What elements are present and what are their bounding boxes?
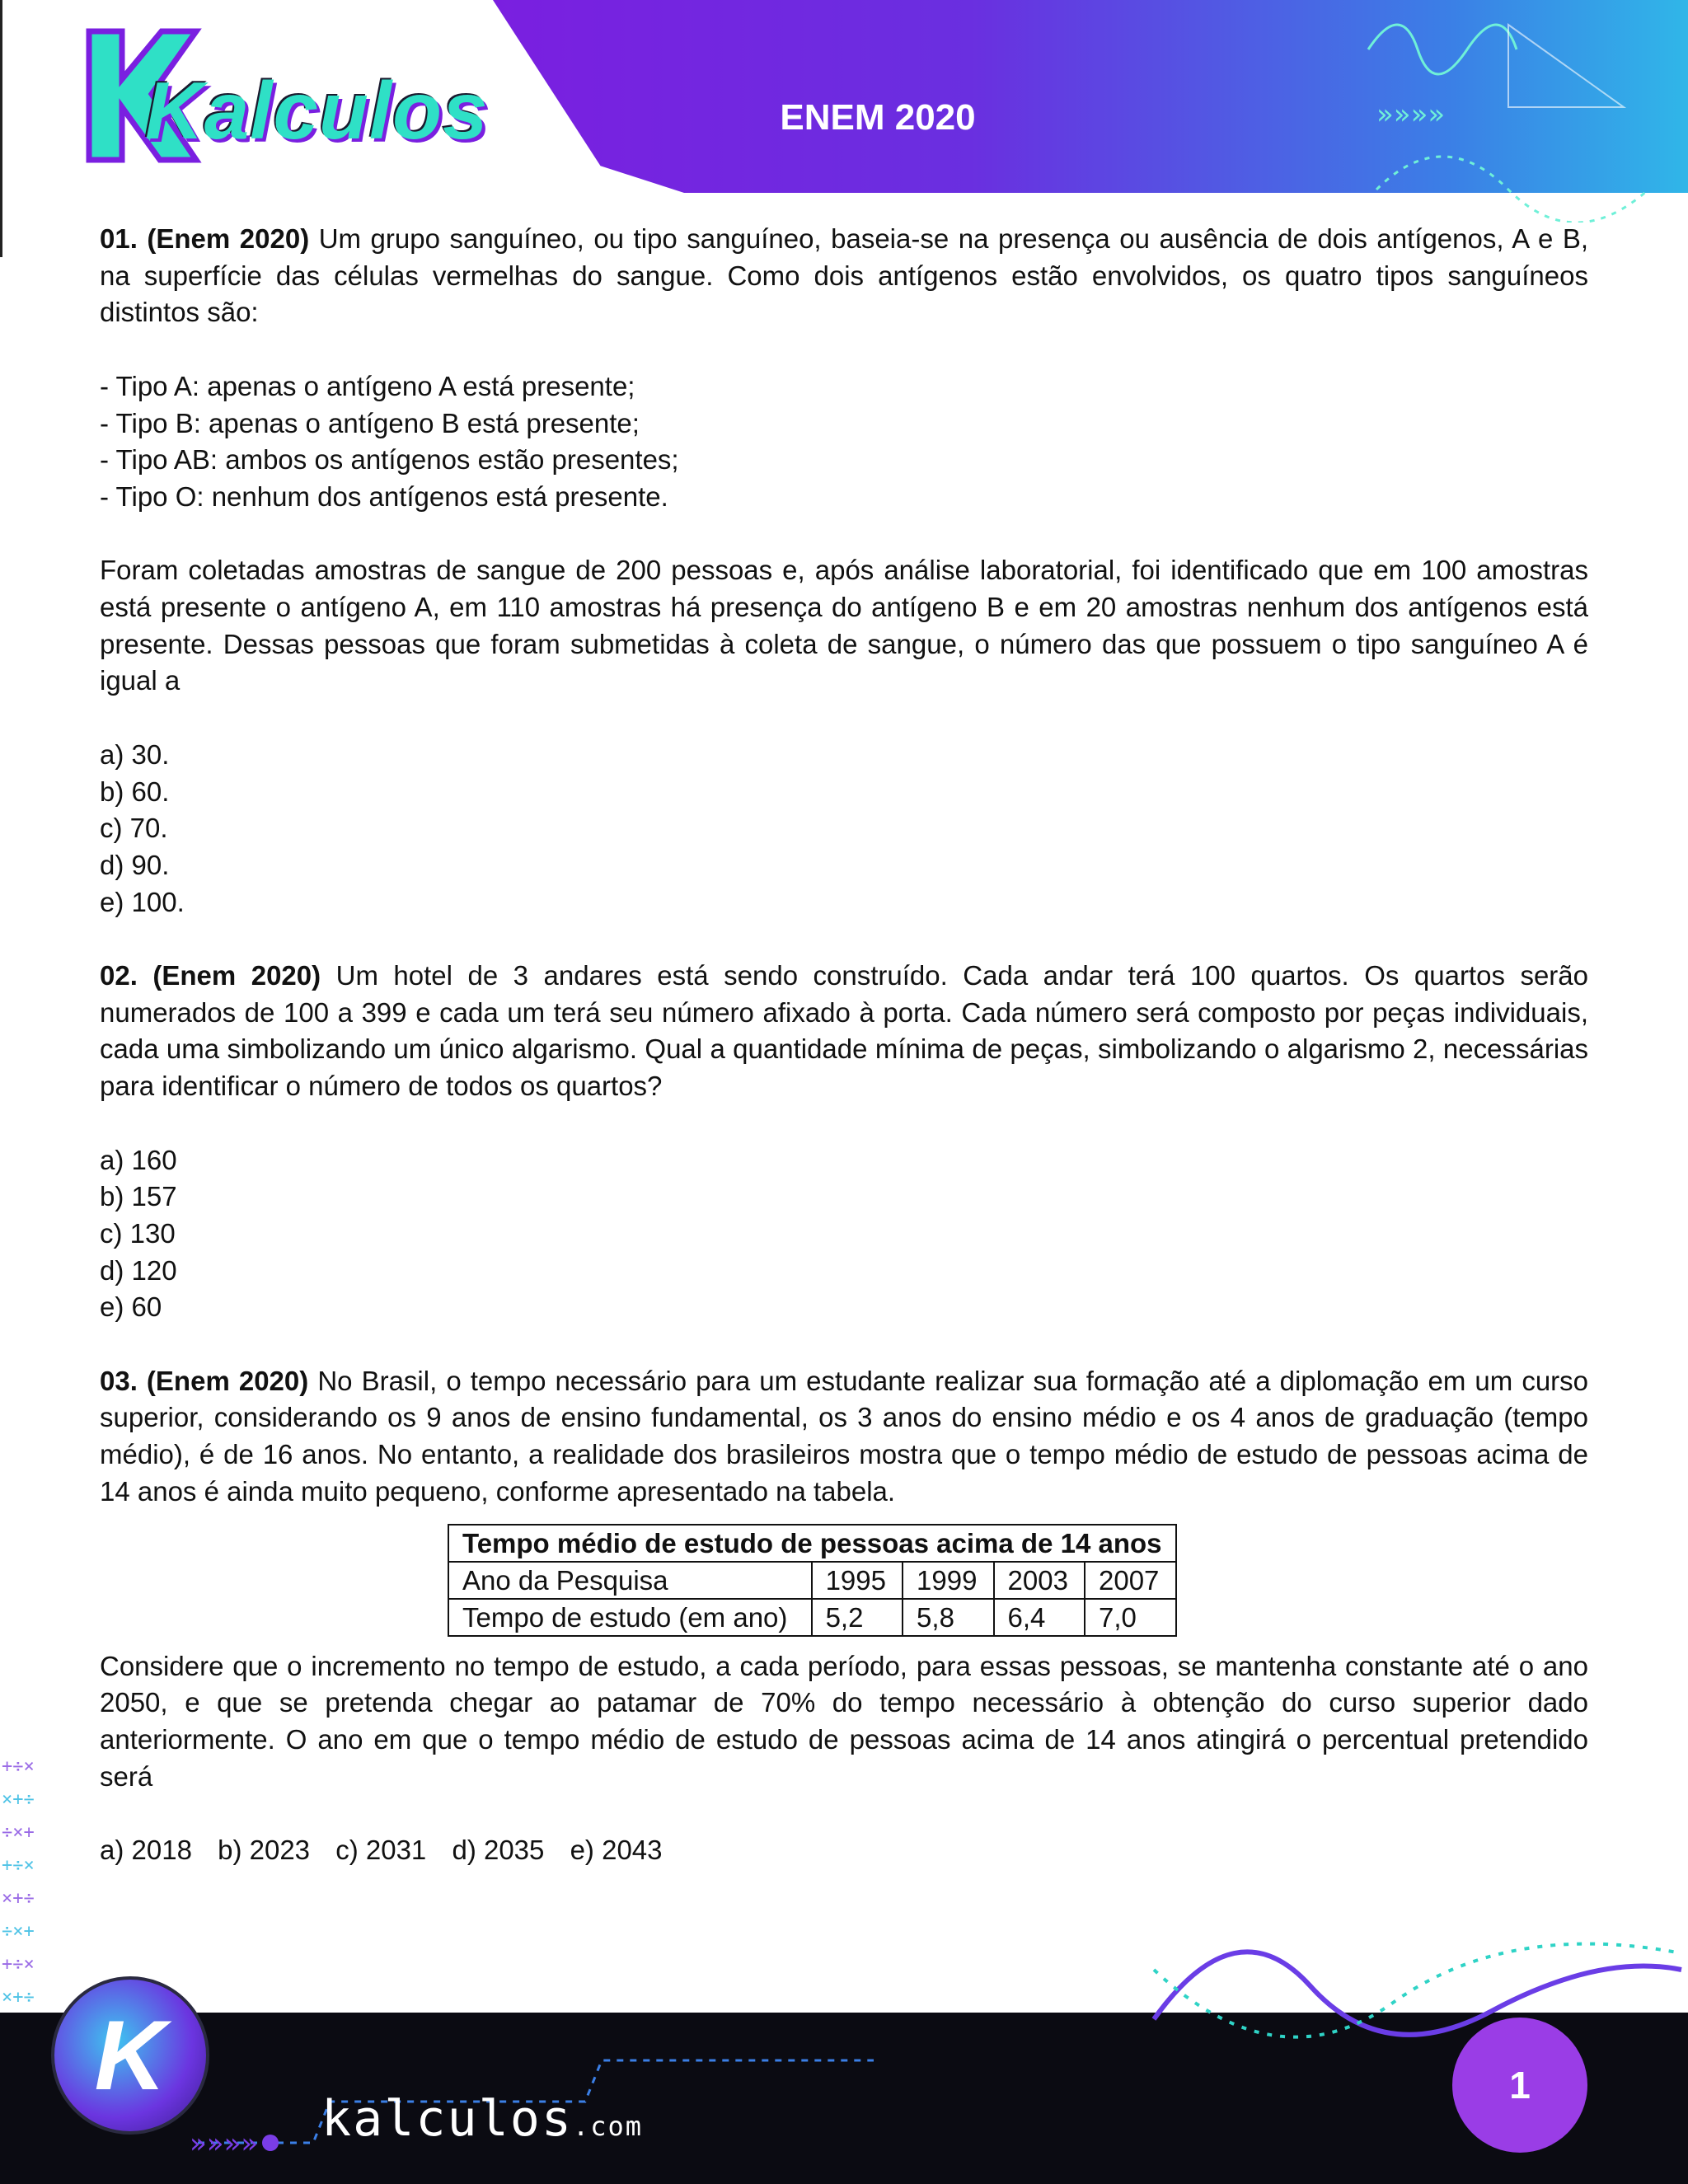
document-body: [100, 221, 1588, 1869]
footer-website-suffix: .com: [572, 2111, 644, 2142]
option-e: e) 100.: [100, 886, 185, 917]
option-d: d) 120: [100, 1254, 177, 1286]
option-b: b) 157: [100, 1181, 177, 1212]
svg-text:×+÷: ×+÷: [2, 1888, 35, 1909]
svg-text:÷×+: ÷×+: [2, 1822, 35, 1843]
option-a: a) 2018: [100, 1835, 192, 1866]
table-row: [448, 1562, 1176, 1599]
page-number: 1: [1452, 2018, 1587, 2153]
question-2: [100, 958, 1588, 1105]
option-d: d) 2035: [452, 1835, 545, 1866]
option-b: b) 2023: [218, 1835, 311, 1866]
table-row-label: Ano da Pesquisa: [448, 1562, 812, 1599]
table-row: [448, 1599, 1176, 1636]
question-1-body: Foram coletadas amostras de sangue de 200 pessoas e, após análise laboratorial, foi identificado que em 100 amostras está presente o antígeno A, em 110 amostras há presença do antígeno B e em 20 amostras nenhum dos antígenos está presente. Dessas pessoas que foram submetidas à coleta de sangue, o número das que possuem o tipo sanguíneo A é igual a: [100, 555, 1588, 696]
table-cell: 7,0: [1085, 1599, 1176, 1636]
svg-text:+÷×: +÷×: [2, 1855, 35, 1876]
footer-wave-decoration: [1146, 1920, 1688, 2085]
option-c: c) 130: [100, 1217, 176, 1249]
svg-text:÷×+: ÷×+: [2, 1921, 35, 1942]
question-3-body-2: Considere que o incremento no tempo de estudo, a cada período, para essas pessoas, se mantenha constante até o ano 2050, e que se pretenda chegar ao patamar de 70% do tempo necessário à obtenção do curso superior dado anteriormente. O ano em que o tempo médio de estudo de pessoas acima de 14 anos atingirá o percentual pretendido será: [100, 1650, 1588, 1792]
svg-text:+÷×: +÷×: [2, 1954, 35, 1975]
question-3-number: 03. (Enem 2020): [100, 1365, 309, 1396]
question-1-options: [100, 737, 1588, 921]
header-math-decoration: [1352, 8, 1681, 223]
svg-text:»»»»: »»»»: [190, 2127, 259, 2159]
footer-website: [321, 2090, 643, 2148]
question-1-intro: Um grupo sanguíneo, ou tipo sanguíneo, baseia-se na presença ou ausência de dois antígenos, A e B, na superfície das células vermelhas do sangue. Como dois antígenos estão envolvidos, os quatro tipos sanguíneos distintos são:: [100, 223, 1589, 328]
kalculos-logo: [79, 21, 508, 170]
option-c: c) 70.: [100, 813, 168, 844]
question-3-body: No Brasil, o tempo necessário para um estudante realizar sua formação até a diplomação em um curso superior, considerando os 9 anos de ensino fundamental, os 3 anos do ensino médio e os 4 anos de graduação (tempo médio), é de 16 anos. No entanto, a realidade dos brasileiros mostra que o tempo médio de estudo de pessoas acima de 14 anos é ainda muito pequeno, conforme apresentado na tabela.: [100, 1365, 1589, 1507]
option-c: c) 2031: [335, 1835, 427, 1866]
svg-text:+÷×: +÷×: [2, 1756, 35, 1777]
blood-type-list: [100, 368, 1588, 516]
table-row-label: Tempo de estudo (em ano): [448, 1599, 812, 1636]
option-a: a) 30.: [100, 738, 170, 770]
table-cell: 6,4: [994, 1599, 1085, 1636]
list-item: - Tipo A: apenas o antígeno A está presente;: [100, 370, 635, 401]
table-title-row: [448, 1525, 1176, 1562]
table-cell: 1999: [903, 1562, 993, 1599]
option-e: e) 2043: [570, 1835, 663, 1866]
option-d: d) 90.: [100, 849, 170, 880]
question-1: [100, 221, 1588, 331]
svg-text:»»»»: »»»»: [1376, 98, 1446, 131]
footer-website-name: kalculos: [321, 2090, 573, 2148]
question-1-number: 01. (Enem 2020): [100, 223, 310, 254]
list-item: - Tipo AB: ambos os antígenos estão presentes;: [100, 444, 679, 476]
question-2-body: Um hotel de 3 andares está sendo construído. Cada andar terá 100 quartos. Os quartos serão numerados de 100 a 399 e cada um terá seu número afixado à porta. Cada número será composto por peças individuais, cada uma simbolizando um único algarismo. Qual a quantidade mínima de peças, simbolizando o algarismo 2, necessárias para identificar o número de todos os quartos?: [100, 960, 1588, 1102]
list-item: - Tipo B: apenas o antígeno B está presente;: [100, 407, 640, 438]
svg-text:×+÷: ×+÷: [2, 1789, 35, 1810]
table-cell: 5,8: [903, 1599, 993, 1636]
table-title: Tempo médio de estudo de pessoas acima de 14 anos: [448, 1525, 1176, 1562]
page-left-edge: [0, 0, 2, 257]
table-cell: 1995: [812, 1562, 903, 1599]
question-3: [100, 1363, 1588, 1511]
k-badge-logo: K: [51, 1976, 209, 2135]
table-cell: 5,2: [812, 1599, 903, 1636]
option-b: b) 60.: [100, 776, 170, 807]
table-cell: 2007: [1085, 1562, 1176, 1599]
option-a: a) 160: [100, 1144, 177, 1175]
study-time-table: [448, 1524, 1177, 1637]
list-item: - Tipo O: nenhum dos antígenos está presente.: [100, 480, 668, 512]
logo-text: Kalculos: [145, 65, 489, 156]
option-e: e) 60: [100, 1291, 162, 1323]
page-title: ENEM 2020: [780, 97, 976, 138]
svg-text:×+÷: ×+÷: [2, 1987, 35, 2008]
question-3-options: [100, 1832, 1588, 1869]
table-cell: 2003: [994, 1562, 1085, 1599]
question-2-number: 02. (Enem 2020): [100, 960, 321, 991]
question-2-options: [100, 1142, 1588, 1327]
